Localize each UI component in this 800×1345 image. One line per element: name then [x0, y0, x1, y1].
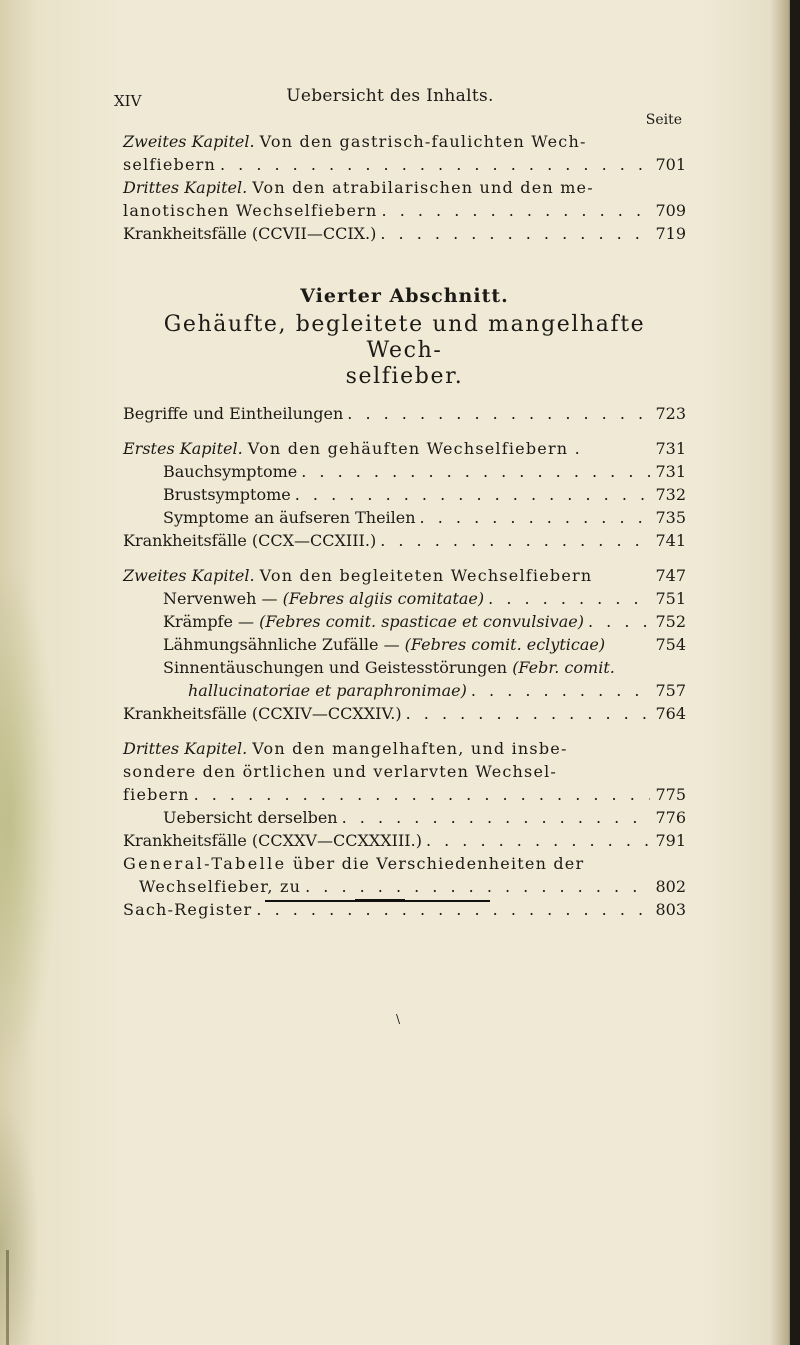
entry-latin: (Febres algiis comitatae) — [282, 589, 485, 608]
entry-text: Wechselfieber, zu — [139, 877, 302, 896]
entry-text: General-Tabelle — [123, 854, 287, 873]
leader-dots — [380, 222, 650, 245]
chapter-title: Drittes Kapitel. — [123, 739, 248, 758]
leader-dots — [301, 460, 650, 483]
page-ref: 731 — [655, 462, 686, 481]
entry-text: Von den mangelhaften, und insbe- — [252, 739, 568, 758]
entry-text: Krankheitsfälle (CCXIV—CCXXIV.) — [123, 704, 402, 723]
toc-entry — [123, 852, 686, 898]
page-ref: 735 — [655, 508, 686, 527]
toc-entry — [123, 702, 686, 725]
leader-dots — [342, 806, 650, 829]
toc-entry — [123, 806, 686, 829]
page-ref: 732 — [655, 485, 686, 504]
toc-entry — [123, 587, 686, 610]
page-ref: 752 — [655, 612, 686, 631]
page-ref: 754 — [655, 635, 686, 654]
entry-text: Krämpfe — — [163, 612, 260, 631]
leader-dots — [382, 199, 650, 222]
page-ref: 701 — [655, 155, 686, 174]
page-ref: 764 — [655, 704, 686, 723]
leader-dots — [194, 783, 650, 806]
chapter-title: Zweites Kapitel. — [123, 566, 255, 585]
toc-entry — [123, 402, 686, 425]
toc-entry — [123, 633, 686, 656]
toc-entry — [123, 656, 686, 702]
leader-dots — [426, 829, 650, 852]
leader-dots — [420, 506, 650, 529]
page-stain — [0, 560, 60, 1080]
entry-text: Bauchsymptome — [163, 462, 298, 481]
entry-text: Krankheitsfälle (CCX—CCXIII.) — [123, 531, 377, 550]
entry-latin: hallucinatoriae et paraphronimae) — [188, 681, 467, 700]
page-ref: 803 — [655, 900, 686, 919]
leader-dots — [488, 587, 650, 610]
page-ref: 719 — [655, 224, 686, 243]
entry-text: selfiebern — [123, 155, 216, 174]
leader-dots — [305, 875, 650, 898]
table-of-contents — [123, 110, 686, 921]
toc-entry — [123, 222, 686, 245]
page-ref: 731 — [655, 439, 686, 458]
seite-label: Seite — [645, 112, 682, 128]
entry-text: Sach-Register — [123, 900, 253, 919]
toc-entry — [123, 437, 686, 460]
page-ref: 802 — [655, 877, 686, 896]
toc-entry — [123, 176, 686, 222]
toc-entry — [123, 506, 686, 529]
entry-text: Lähmungsähnliche Zufälle — — [163, 635, 405, 654]
entry-text: Von den gehäuften Wechselfiebern . — [247, 439, 581, 458]
entry-text: Von den begleiteten Wechselfiebern — [259, 566, 593, 585]
chapter-title: Erstes Kapitel. — [123, 439, 243, 458]
running-title: Uebersicht des Inhalts. — [286, 86, 494, 106]
leader-dots — [295, 483, 650, 506]
page-ref: 791 — [655, 831, 686, 850]
entry-text: Von den gastrisch-faulichten Wech- — [259, 132, 587, 151]
page-ref: 775 — [655, 785, 686, 804]
page-ref: 747 — [655, 566, 686, 585]
entry-text: Nervenweh — — [163, 589, 283, 608]
entry-text: Symptome an äufseren Theilen — [163, 508, 416, 527]
page-number: XIV — [114, 92, 142, 110]
leader-dots — [380, 529, 650, 552]
entry-latin: (Febres comit. eclyticae) — [404, 635, 606, 654]
entry-text: Uebersicht derselben — [163, 808, 338, 827]
page-ref: 723 — [655, 404, 686, 423]
page-ref: 741 — [655, 531, 686, 550]
entry-text: Begriffe und Eintheilungen — [123, 404, 344, 423]
leader-dots — [471, 679, 650, 702]
entry-text: Von den atrabilarischen und den me- — [252, 178, 594, 197]
leader-dots — [220, 153, 650, 176]
toc-entry — [123, 529, 686, 552]
chapter-title: Drittes Kapitel. — [123, 178, 248, 197]
section-title-line: selfieber. — [345, 364, 464, 389]
page-ref: 757 — [655, 681, 686, 700]
toc-entry — [123, 460, 686, 483]
entry-latin: (Febres comit. spasticae et convulsivae) — [259, 612, 584, 631]
toc-entry — [123, 610, 686, 633]
closing-rule — [265, 900, 490, 902]
page-edge — [790, 0, 800, 1345]
toc-entry — [123, 829, 686, 852]
leader-dots — [347, 402, 650, 425]
page-ref: 751 — [655, 589, 686, 608]
toc-entry — [123, 483, 686, 506]
chapter-title: Zweites Kapitel. — [123, 132, 255, 151]
entry-text: über die Verschiedenheiten der — [286, 854, 585, 873]
leader-dots — [588, 610, 650, 633]
entry-text: sondere den örtlichen und verlarvten Wechsel- — [123, 762, 558, 781]
section-title-line: Gehäufte, begleitete und mangelhafte Wech- — [163, 312, 646, 363]
entry-text: Brustsymptome — [163, 485, 291, 504]
entry-text: Sinnentäuschungen und Geistesstörungen — [163, 658, 513, 677]
section-label: Vierter Abschnitt. — [300, 285, 509, 307]
entry-text: Krankheitsfälle (CCVII—CCIX.) — [123, 224, 377, 243]
toc-entry — [123, 564, 686, 587]
leader-dots — [406, 702, 650, 725]
page-ref: 776 — [655, 808, 686, 827]
toc-entry — [123, 737, 686, 806]
page-crease — [6, 1250, 9, 1345]
page-header — [0, 86, 780, 110]
entry-text: lanotischen Wechselfiebern — [123, 201, 378, 220]
signature-mark: \ — [396, 1012, 401, 1026]
entry-latin: (Febr. comit. — [512, 658, 615, 677]
entry-text: Krankheitsfälle (CCXXV—CCXXXIII.) — [123, 831, 422, 850]
toc-entry — [123, 130, 686, 176]
section-title — [123, 312, 686, 390]
page-ref: 709 — [655, 201, 686, 220]
entry-text: fiebern — [123, 785, 190, 804]
